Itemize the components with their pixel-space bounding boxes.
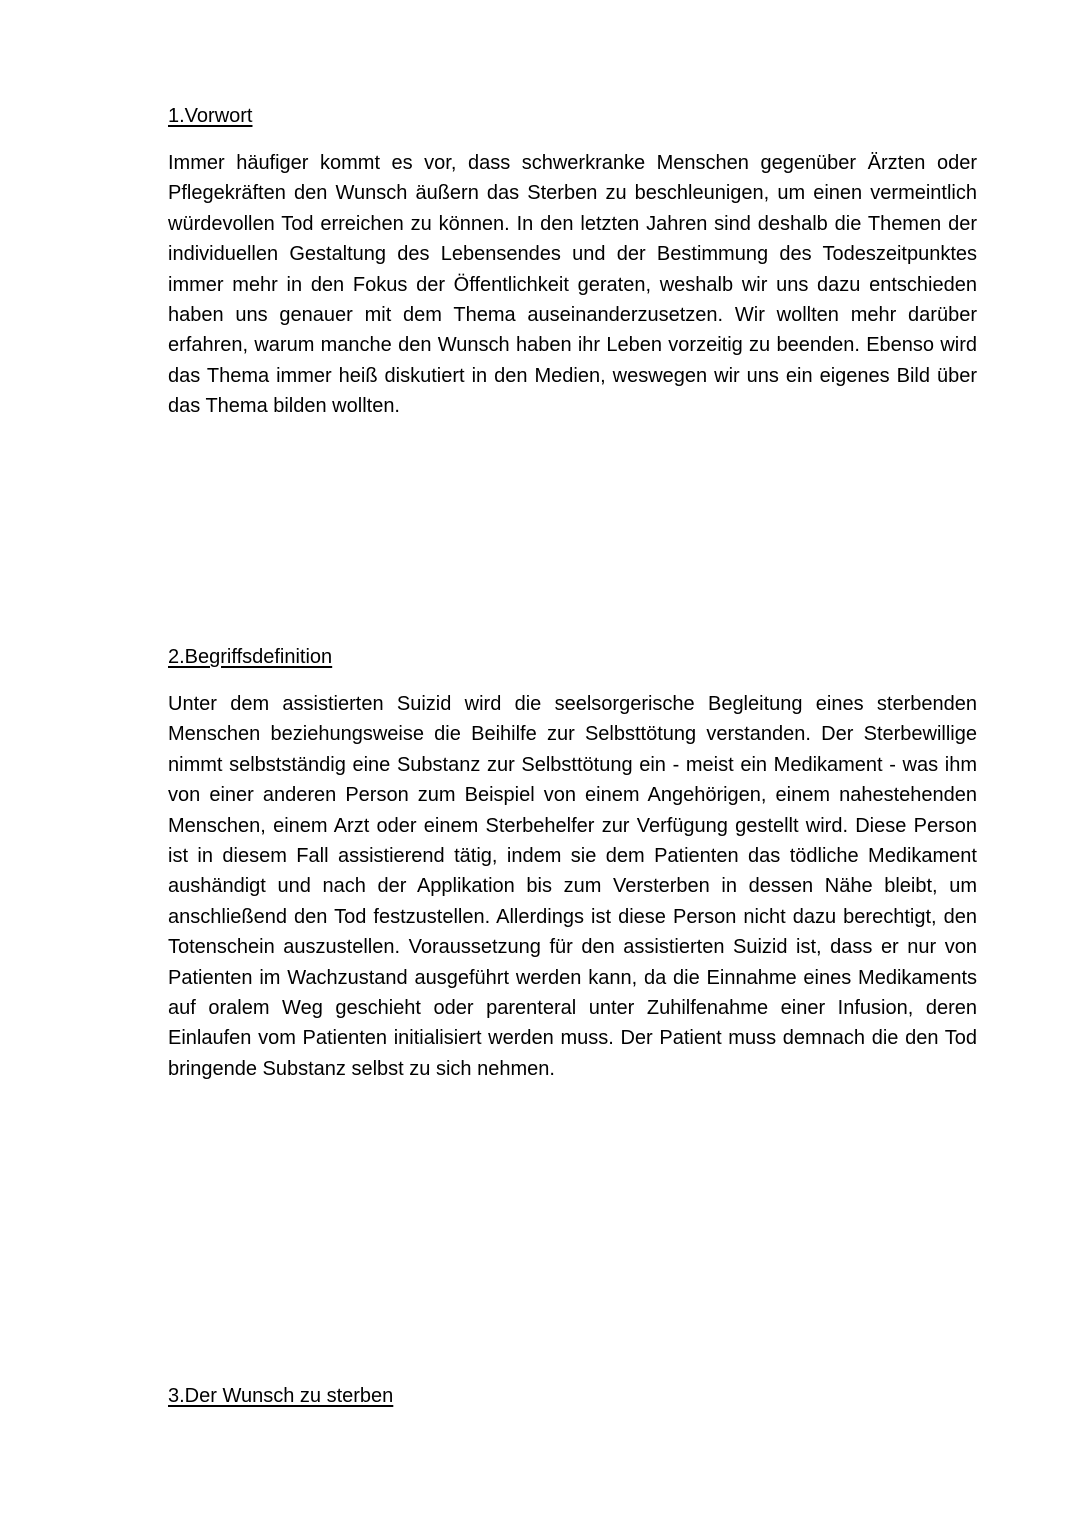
section-paragraph: Unter dem assistierten Suizid wird die seelsorgerische Begleitung eines sterbenden Menschen beziehungsweise die Beihilfe zur Selbsttötung verstanden. Der Sterbewillige nimmt selbstständig eine Substanz zur Selbsttötung ein - meist ein Medikament - was ihm von einer anderen Person zum Beispiel von einem Angehörigen, einem nahestehenden Menschen, einem Arzt oder einem Sterbehelfer zur Verfügung gestellt wird. Diese Person ist in diesem Fall assistierend tätig, indem sie dem Patienten das tödliche Medikament aushändigt und nach der Applikation bis zum Versterben in dessen Nähe bleibt, um anschließend den Tod festzustellen. Allerdings ist diese Person nicht dazu berechtigt, den Totenschein auszustellen. Voraussetzung für den assistierten Suizid ist, dass er nur von Patienten im Wachzustand ausgeführt werden kann, da die Einnahme eines Medikaments auf oralem Weg geschieht oder parenteral unter Zuhilfenahme einer Infusion, deren Einlaufen vom Patienten initialisiert werden muss. Der Patient muss demnach die den Tod bringende Substanz selbst zu sich nehmen. bbox=[168, 693, 977, 1080]
section-heading: 3.Der Wunsch zu sterben bbox=[168, 1385, 394, 1407]
section-paragraph: Immer häufiger kommt es vor, dass schwerkranke Menschen gegenüber Ärzten oder Pflegekräften den Wunsch äußern das Sterben zu beschleunigen, um einen vermeintlich würdevollen Tod erreichen zu können. In den letzten Jahren sind deshalb die Themen der individuellen Gestaltung des Lebensendes und der Bestimmung des Todeszeitpunktes immer mehr in den Fokus der Öffentlichkeit geraten, weshalb wir uns dazu entschieden haben uns genauer mit dem Thema auseinanderzusetzen. Wir wollten mehr darüber erfahren, warum manche den Wunsch haben ihr Leben vorzeitig zu beenden. Ebenso wird das Thema immer heiß diskutiert in den Medien, weswegen wir uns ein eigenes Bild über das Thema bilden wollten. bbox=[168, 152, 977, 418]
section-heading: 2.Begriffsdefinition bbox=[168, 646, 333, 668]
section-vorwort bbox=[168, 104, 977, 422]
section-begriffsdefinition bbox=[168, 645, 977, 1084]
section-wunsch-zu-sterben bbox=[168, 1384, 977, 1408]
section-heading: 1.Vorwort bbox=[168, 105, 253, 127]
